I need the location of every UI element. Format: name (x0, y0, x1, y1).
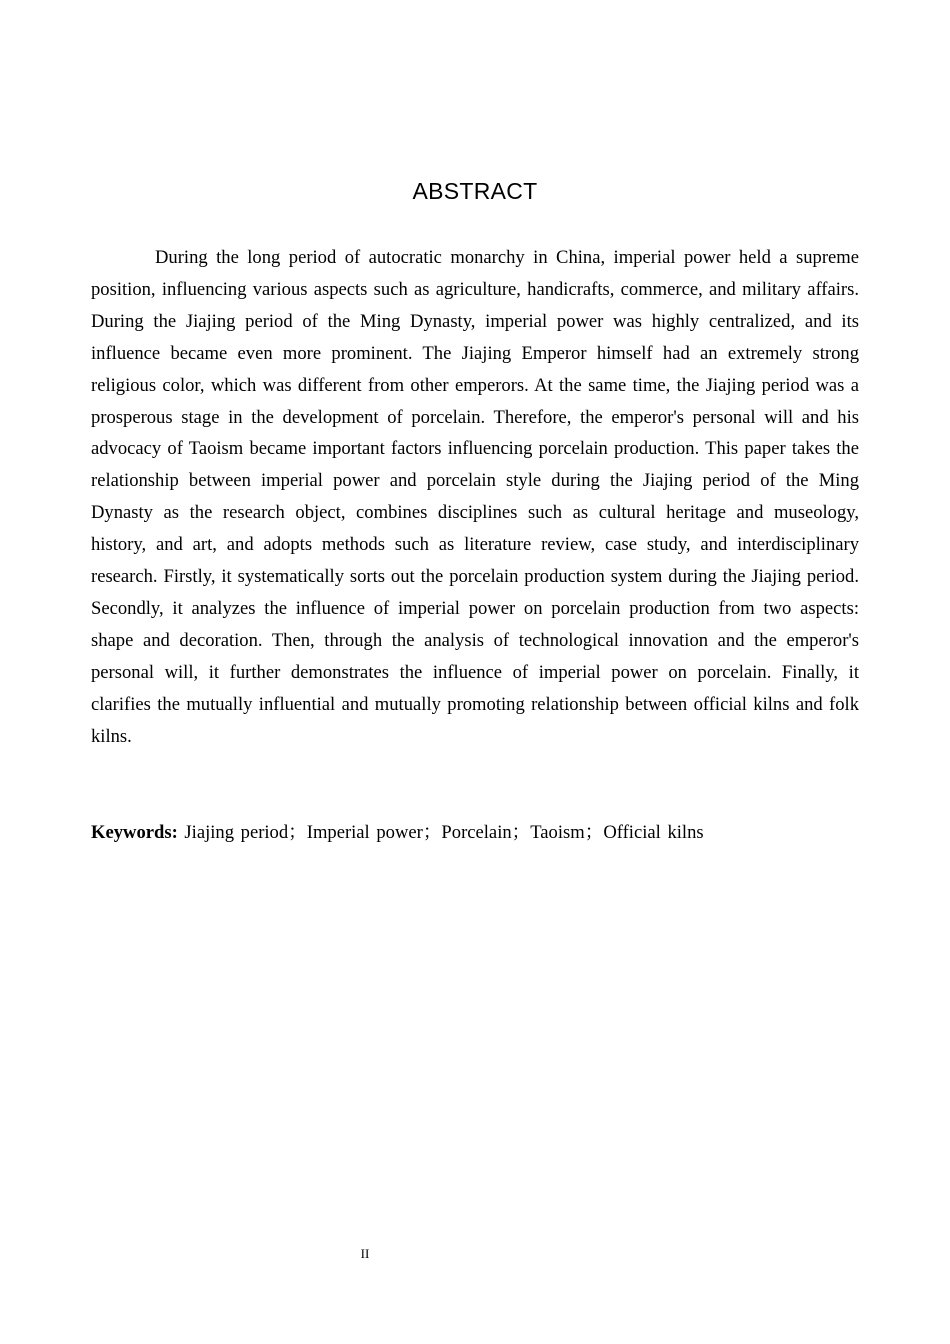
abstract-body: During the long period of autocratic monarchy in China, imperial power held a supreme position, influencing various aspects such as agriculture, handicrafts, commerce, and military affairs. During the Jiajing period of the Ming Dynasty, imperial power was highly centralized, and its influence became even more prominent. The Jiajing Emperor himself had an extremely strong religious color, which was different from other emperors. At the same time, the Jiajing period was a prosperous stage in the development of porcelain. Therefore, the emperor's personal will and his advocacy of Taoism became important factors influencing porcelain production. This paper takes the relationship between imperial power and porcelain style during the Jiajing period of the Ming Dynasty as the research object, combines disciplines such as cultural heritage and museology, history, and art, and adopts methods such as literature review, case study, and interdisciplinary research. Firstly, it systematically sorts out the porcelain production system during the Jiajing period. Secondly, it analyzes the influence of imperial power on porcelain production from two aspects: shape and decoration. Then, through the analysis of technological innovation and the emperor's personal will, it further demonstrates the influence of imperial power on porcelain. Finally, it clarifies the mutually influential and mutually promoting relationship between official kilns and folk kilns. (91, 247, 859, 747)
keywords-line (91, 817, 859, 848)
abstract-title: ABSTRACT (412, 178, 538, 204)
keywords-list: Jiajing period；Imperial power；Porcelain；Taoism；Official kilns (184, 822, 704, 843)
page-number: II (360, 1246, 370, 1261)
keywords-label: Keywords: (91, 822, 178, 843)
